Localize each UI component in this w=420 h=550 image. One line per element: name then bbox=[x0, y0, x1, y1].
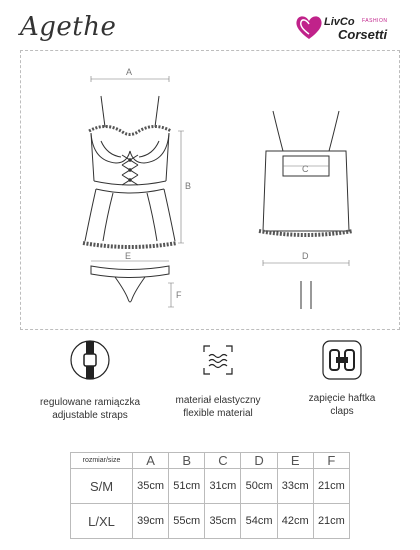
table-cell: 33cm bbox=[277, 469, 313, 504]
table-cell: 42cm bbox=[277, 504, 313, 539]
feature-adjustable-straps bbox=[20, 340, 160, 422]
column-header-a: A bbox=[133, 453, 169, 469]
size-name: L/XL bbox=[71, 504, 133, 539]
dimension-label-f: F bbox=[176, 290, 182, 300]
size-table-corner: rozmiar/size bbox=[71, 453, 133, 469]
product-title: Agethe bbox=[20, 12, 117, 42]
elastic-material-icon bbox=[198, 340, 238, 380]
feature-label-en: claps bbox=[330, 406, 354, 417]
table-cell: 54cm bbox=[241, 504, 277, 539]
feature-hook-clasp bbox=[272, 340, 412, 418]
table-cell: 31cm bbox=[205, 469, 241, 504]
brand-name-line2: Corsetti bbox=[338, 27, 388, 42]
brand-logo bbox=[294, 10, 404, 46]
technical-drawing bbox=[20, 50, 400, 330]
table-cell: 51cm bbox=[169, 469, 205, 504]
column-header-b: B bbox=[169, 453, 205, 469]
table-cell: 21cm bbox=[313, 504, 349, 539]
column-header-c: C bbox=[205, 453, 241, 469]
table-row bbox=[71, 469, 350, 504]
dimension-label-a: A bbox=[126, 67, 133, 77]
hook-clasp-icon bbox=[322, 340, 362, 380]
feature-flexible-material bbox=[148, 340, 288, 420]
table-cell: 55cm bbox=[169, 504, 205, 539]
brand-heart-icon bbox=[294, 12, 324, 42]
column-header-e: E bbox=[277, 453, 313, 469]
left-strap bbox=[101, 96, 105, 127]
feature-label-en: flexible material bbox=[183, 408, 253, 419]
feature-label-en: adjustable straps bbox=[52, 410, 128, 421]
dimension-label-b: B bbox=[185, 181, 192, 191]
table-cell: 39cm bbox=[133, 504, 169, 539]
adjustable-straps-icon bbox=[70, 340, 110, 380]
garment-sketch bbox=[21, 51, 401, 331]
table-cell: 50cm bbox=[241, 469, 277, 504]
dimension-label-c: C bbox=[302, 164, 309, 174]
feature-label-pl: materiał elastyczny bbox=[175, 395, 261, 406]
brand-name-line1: LivCo bbox=[324, 16, 355, 28]
right-strap bbox=[155, 96, 159, 127]
table-cell: 35cm bbox=[133, 469, 169, 504]
column-header-d: D bbox=[241, 453, 277, 469]
table-cell: 35cm bbox=[205, 504, 241, 539]
brand-fashion-tag: FASHION bbox=[362, 18, 388, 24]
feature-label-pl: regulowane ramiączka bbox=[39, 397, 141, 408]
size-name: S/M bbox=[71, 469, 133, 504]
feature-label-pl: zapięcie haftka bbox=[308, 393, 376, 404]
front-lacing bbox=[122, 155, 138, 185]
dimension-label-d: D bbox=[302, 251, 309, 261]
table-cell: 21cm bbox=[313, 469, 349, 504]
column-header-f: F bbox=[313, 453, 349, 469]
dimension-label-e: E bbox=[125, 251, 132, 261]
size-table bbox=[70, 452, 350, 539]
table-row bbox=[71, 504, 350, 539]
size-table-header bbox=[71, 453, 350, 469]
